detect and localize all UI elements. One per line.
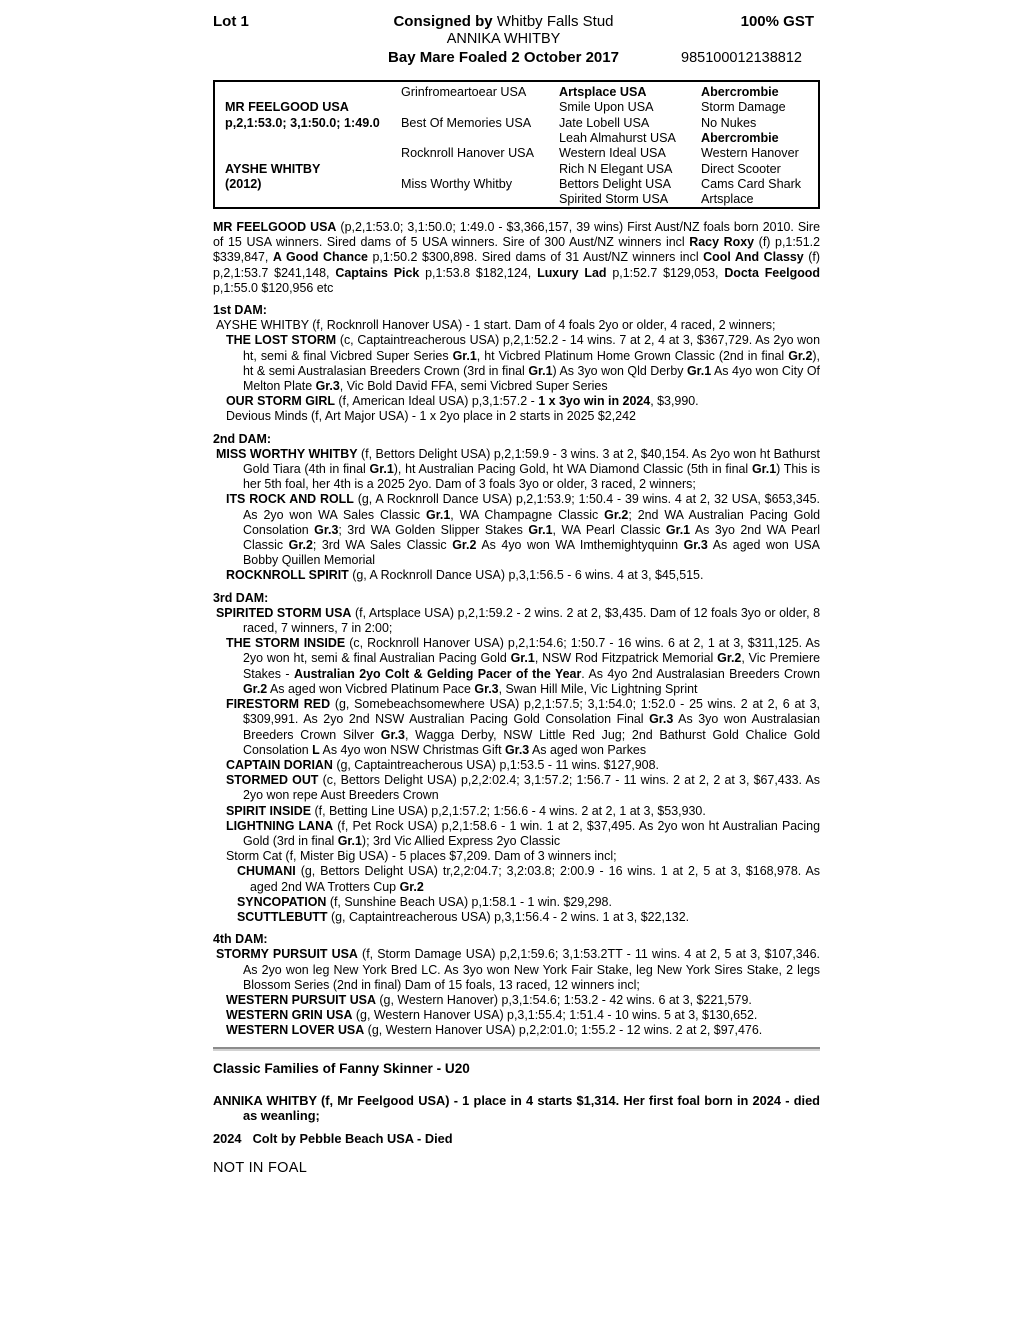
pedigree-table [213, 80, 820, 209]
pedigree-entry: WESTERN GRIN USA (g, Western Hanover USA) p,3,1:55.4; 1:51.4 - 10 wins. 5 at 3, $130,652. [226, 1008, 758, 1023]
pedigree-cell: Abercrombie [701, 130, 779, 145]
sire-record: p,2,1:53.0; 3,1:50.0; 1:49.0 [225, 115, 380, 130]
foal-status: NOT IN FOAL [213, 1160, 308, 1177]
produce-record: ANNIKA WHITBY (f, Mr Feelgood USA) - 1 place in 4 starts $1,314. Her first foal born in 2024 - died as weanling; [213, 1092, 820, 1123]
pedigree-entry: Devious Minds (f, Art Major USA) - 1 x 2yo place in 2 starts in 2025 $2,242 [226, 409, 636, 424]
foal-description: Colt by Pebble Beach USA - Died [252, 1131, 453, 1147]
pedigree-entry: ITS ROCK AND ROLL (g, A Rocknroll Dance USA) p,2,1:53.9; 1:50.4 - 39 wins. 4 at 2, 32 USA, $653,345. As 2yo won WA Sales Classic Gr.1, WA Champagne Classic Gr.2; 2nd WA Australian Pacing Gold Consolation Gr.3; 3rd WA Golden Slipper Stakes Gr.1, WA Pearl Classic Gr.1 As 3yo 2nd WA Pearl Classic Gr.2; 3rd WA Sales Classic Gr.2 As 4yo won WA Imthemightyquinn Gr.3 As aged won USA Bobby Quillen Memorial [226, 492, 821, 568]
lot-number: Lot 1 [213, 13, 249, 30]
consigned-by-label: Consigned by [393, 13, 493, 30]
horse-name: ANNIKA WHITBY [446, 31, 561, 47]
pedigree-entry: ROCKNROLL SPIRIT (g, A Rocknroll Dance USA) p,3,1:56.5 - 6 wins. 4 at 3, $45,515. [226, 568, 704, 583]
pedigree-entry: CHUMANI (g, Bettors Delight USA) tr,2,2:04.7; 3,2:03.8; 2:00.9 - 16 wins. 1 at 2, 5 at 3, $168,978. As aged 2nd WA Trotters Cup Gr.2 [237, 864, 820, 894]
foal-year-row [213, 1131, 820, 1146]
gst-note: 100% GST [740, 13, 814, 30]
pedigree-entry: WESTERN PURSUIT USA (g, Western Hanover) p,3,1:54.6; 1:53.2 - 42 wins. 6 at 3, $221,579. [226, 992, 752, 1007]
pedigree-entry: SCUTTLEBUTT (g, Captaintreacherous USA) p,3,1:56.4 - 2 wins. 1 at 3, $22,132. [237, 909, 690, 924]
pedigree-cell: Abercrombie [701, 85, 779, 99]
dam-heading: 2nd DAM: [213, 431, 272, 446]
consignor-name: Whitby Falls Stud [496, 13, 614, 30]
pedigree-entry: FIRESTORM RED (g, Somebeachsomewhere USA) p,2,1:57.5; 3,1:54.0; 1:52.0 - 25 wins. 2 at 2, 6 at 3, $309,991. As 2yo 2nd NSW Australian Pacing Gold Consolation Final Gr.3 As 3yo won Australasian Breeders Crown Silver Gr.3, Wagga Derby, NSW Little Red Jug; 2nd Bathurst Gold Chalice Gold Consolation L As 4yo won NSW Christmas Gift Gr.3 As aged won Parkes [226, 697, 821, 757]
pedigree-entry: OUR STORM GIRL (f, American Ideal USA) p,3,1:57.2 - 1 x 3yo win in 2024, $3,990. [226, 394, 699, 409]
family-line: Classic Families of Fanny Skinner - U20 [213, 1060, 470, 1076]
pedigree-cell: Rich N Elegant USA [559, 161, 673, 176]
pedigree-entry: MISS WORTHY WHITBY (f, Bettors Delight USA) p,2,1:59.9 - 3 wins. 3 at 2, $40,154. As 2yo won ht Bathurst Gold Tiara (4th in final Gr.1), ht Australian Pacing Gold, ht WA Diamond Classic (5th in final Gr.1) This is her 5th foal, her 4th is a 2025 2yo. Dam of 3 foals 3yo or older, 3 raced, 2 winners; [216, 446, 821, 492]
pedigree-entry: THE STORM INSIDE (c, Rocknroll Hanover USA) p,2,1:54.6; 1:50.7 - 16 wins. 6 at 2, 1 at 3, $311,125. As 2yo won ht, semi & final Australian Pacing Gold Gr.1, NSW Rod Fitzpatrick Memorial Gr.2, Vic Premiere Stakes - Australian 2yo Colt & Gelding Pacer of the Year. As 4yo 2nd Australasian Breeders Crown Gr.2 As aged won Vicbred Platinum Pace Gr.3, Swan Hill Mile, Vic Lightning Sprint [226, 636, 821, 696]
pedigree-entry: SYNCOPATION (f, Sunshine Beach USA) p,1:58.1 - 1 win. $29,298. [237, 894, 612, 909]
pedigree-cell: Direct Scooter [701, 161, 781, 176]
pedigree-cell: Grinfromeartoear USA [401, 85, 527, 99]
pedigree-cell: Western Ideal USA [559, 146, 666, 161]
dam-heading: 4th DAM: [213, 932, 268, 947]
pedigree-cell: Cams Card Shark [701, 176, 802, 191]
section-divider [213, 1047, 820, 1049]
pedigree-cell: Leah Almahurst USA [559, 130, 676, 145]
pedigree-entry: STORMY PURSUIT USA (f, Storm Damage USA) p,2,1:59.6; 3,1:53.2TT - 11 wins. 4 at 2, 5 at 3, $107,346. As 2yo won leg New York Bred LC. As 3yo won New York Fair Stake, leg New York Sires Stake, 2 legs Blossom Series (2nd in final) Dam of 15 foals, 13 raced, 12 winners incl; [216, 947, 820, 992]
pedigree-cell: Storm Damage [701, 100, 786, 115]
pedigree-cell: Miss Worthy Whitby [401, 176, 513, 191]
pedigree-entry: SPIRITED STORM USA (f, Artsplace USA) p,2,1:59.2 - 2 wins. 2 at 2, $3,435. Dam of 12 foals 3yo or older, 8 raced, 7 winners, 7 in 2:00; [216, 605, 820, 636]
catalog-page [213, 0, 820, 1176]
pedigree-entry: MR FEELGOOD USA (p,2,1:53.0; 3,1:50.0; 1:49.0 - $3,366,157, 39 wins) First Aust/NZ foals born 2010. Sire of 15 USA winners. Sired dams of 5 USA winners. Sire of 300 Aust/NZ winners incl Racy Roxy (f) p,1:51.2 $339,847, A Good Chance p,1:50.2 $300,898. Sired dams of 31 Aust/NZ winners incl Cool And Classy (f) p,2,1:53.7 $241,148, Captains Pick p,1:53.8 $182,124, Luxury Lad p,1:52.7 $129,053, Docta Feelgood p,1:55.0 $120,956 etc [213, 220, 820, 295]
pedigree-entry: AYSHE WHITBY (f, Rocknroll Hanover USA) - 1 start. Dam of 4 foals 2yo or older, 4 raced, 2 winners; [216, 318, 776, 333]
pedigree-cell: No Nukes [701, 115, 757, 130]
page-header [213, 0, 820, 80]
microchip-number: 985100012138812 [681, 50, 802, 66]
consignor-line [200, 13, 807, 30]
pedigree-cell: Artsplace USA [559, 85, 647, 99]
pedigree-entry: Storm Cat (f, Mister Big USA) - 5 places $7,209. Dam of 3 winners incl; [226, 849, 617, 864]
foaling-line: Bay Mare Foaled 2 October 2017 [388, 49, 619, 66]
pedigree-cell: Spirited Storm USA [559, 192, 669, 207]
pedigree-entry: LIGHTNING LANA (f, Pet Rock USA) p,2,1:58.6 - 1 win. 1 at 2, $37,495. As 2yo won ht Australian Pacing Gold (3rd in final Gr.1); 3rd Vic Allied Express 2yo Classic [226, 818, 820, 848]
pedigree-cell: Rocknroll Hanover USA [401, 146, 534, 161]
pedigree-cell: Smile Upon USA [559, 100, 654, 115]
sire-name: MR FEELGOOD USA [225, 100, 349, 115]
pedigree-body [213, 220, 820, 1039]
pedigree-entry: STORMED OUT (c, Bettors Delight USA) p,2,2:02.4; 3,1:57.2; 1:56.7 - 11 wins. 2 at 2, 2 at 3, $67,433. As 2yo won repe Aust Breeders Crown [226, 773, 821, 803]
dam-heading: 1st DAM: [213, 303, 267, 318]
foal-year: 2024 [213, 1131, 242, 1147]
pedigree-entry: SPIRIT INSIDE (f, Betting Line USA) p,2,1:57.2; 1:56.6 - 4 wins. 2 at 2, 1 at 3, $53,930. [226, 803, 706, 818]
pedigree-cell: Jate Lobell USA [559, 115, 650, 130]
pedigree-entry: WESTERN LOVER USA (g, Western Hanover USA) p,2,2:01.0; 1:55.2 - 12 wins. 2 at 2, $97,476. [226, 1023, 763, 1038]
pedigree-cell: Artsplace [701, 192, 754, 207]
pedigree-cell: Western Hanover [701, 146, 799, 161]
dam-heading: 3rd DAM: [213, 590, 269, 605]
pedigree-entry: THE LOST STORM (c, Captaintreacherous USA) p,2,1:52.2 - 14 wins. 7 at 2, 4 at 3, $367,729. As 2yo won ht, semi & final Vicbred Super Series Gr.1, ht Vicbred Platinum Home Grown Classic (2nd in final Gr.2), ht & semi Australasian Breeders Crown (3rd in final Gr.1) As 3yo won Qld Derby Gr.1 As 4yo won City Of Melton Plate Gr.3, Vic Bold David FFA, semi Vicbred Super Series [226, 333, 821, 394]
dam-name: AYSHE WHITBY [225, 161, 321, 176]
pedigree-cell: Best Of Memories USA [401, 115, 532, 130]
pedigree-entry: CAPTAIN DORIAN (g, Captaintreacherous USA) p,1:53.5 - 11 wins. $127,908. [226, 757, 659, 772]
pedigree-cell: Bettors Delight USA [559, 176, 671, 191]
dam-year: (2012) [225, 176, 262, 191]
